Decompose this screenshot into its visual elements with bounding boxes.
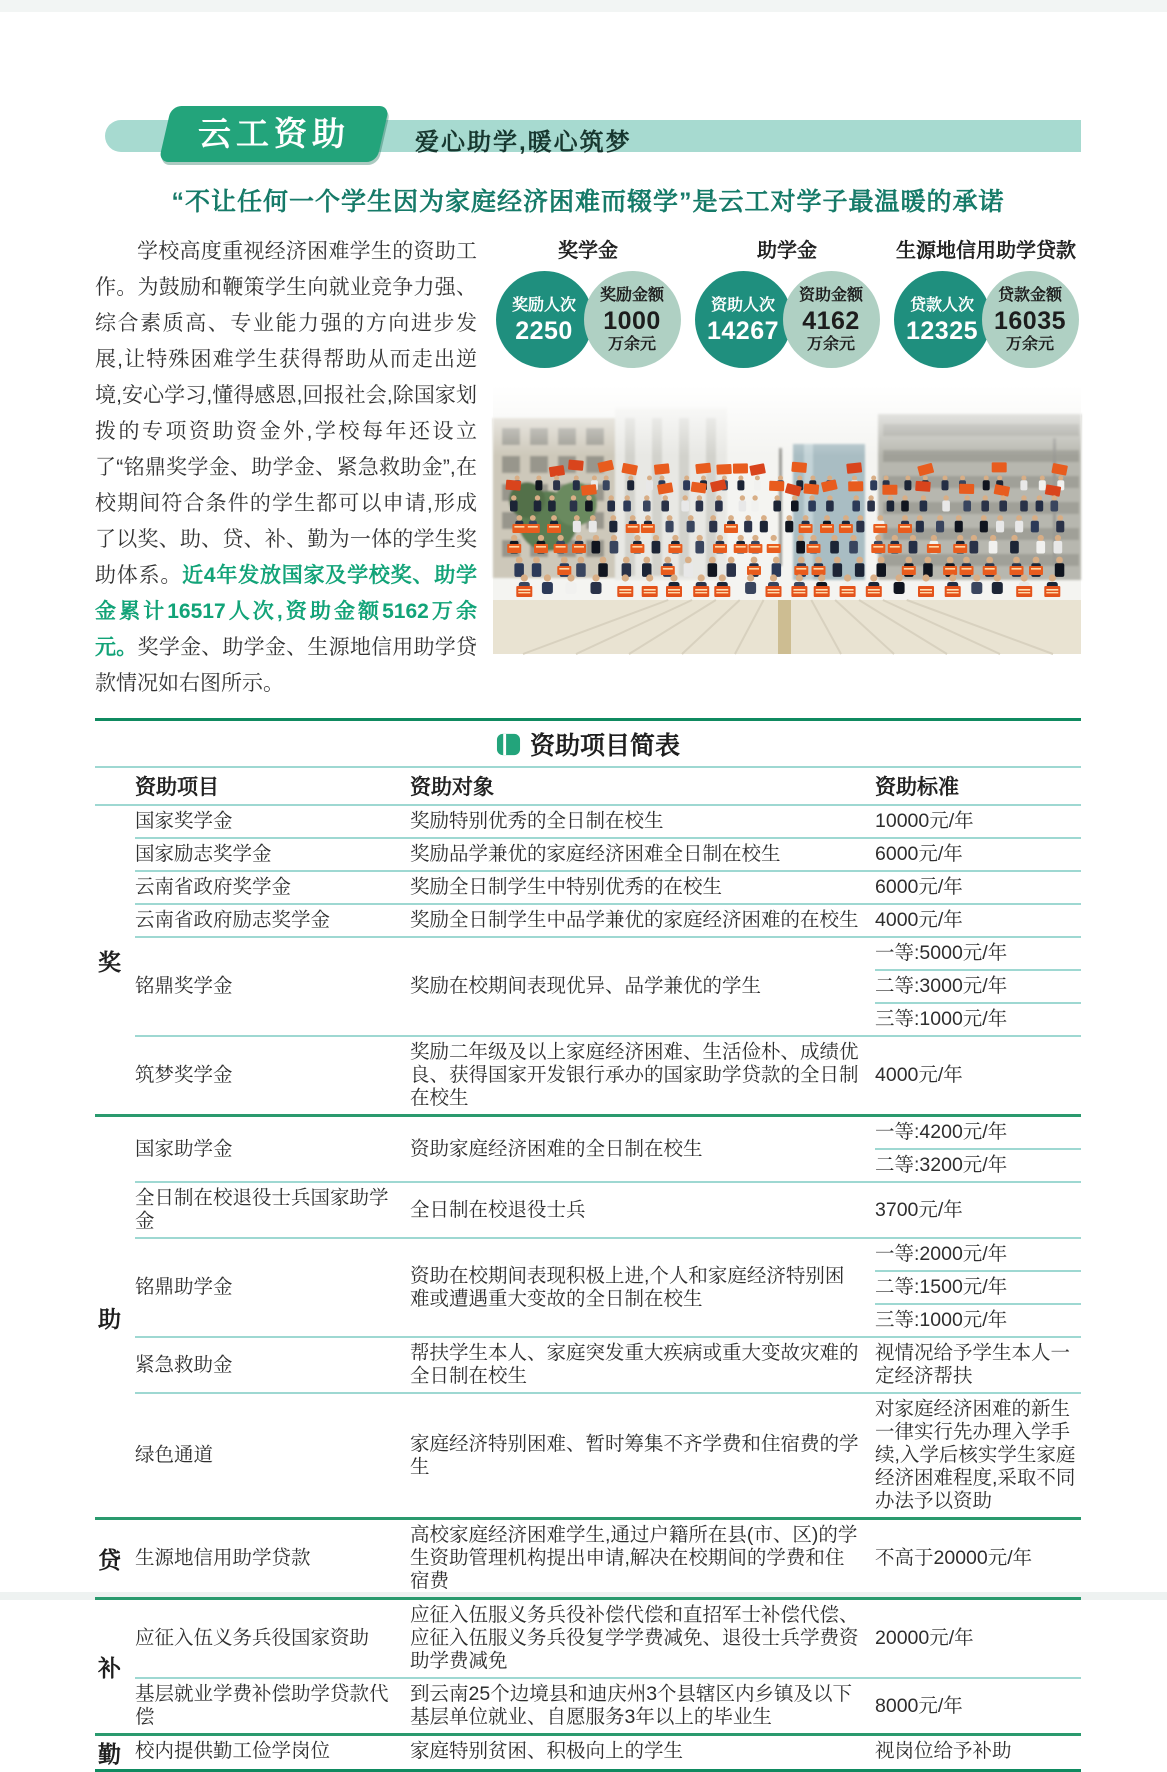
standard-item: 一等:2000元/年 xyxy=(875,1243,1008,1265)
cell-project: 云南省政府奖学金 xyxy=(135,876,292,898)
standard-item: 对家庭经济困难的新生一律实行先办理入学手续,入学后核实学生家庭经济困难程度,采取不同办法予以资助 xyxy=(875,1398,1076,1512)
stat-amount-unit: 万余元 xyxy=(1005,335,1054,353)
table-group-rows xyxy=(135,806,1081,1114)
stat-amount-value: 4162 xyxy=(802,306,860,335)
main-section xyxy=(95,234,1081,702)
cell-target: 家庭特别贫困、积极向上的学生 xyxy=(410,1740,684,1762)
standard-item: 三等:1000元/年 xyxy=(875,1002,1081,1035)
cell-project: 铭鼎奖学金 xyxy=(135,975,233,997)
cell-project: 紧急救助金 xyxy=(135,1353,233,1376)
stat-circle-amount xyxy=(982,271,1079,368)
cell-project: 应征入伍义务兵役国家资助 xyxy=(135,1627,370,1649)
standard-item: 视情况给予学生本人一定经济帮扶 xyxy=(875,1342,1071,1387)
stat-amount-unit: 万余元 xyxy=(806,335,855,353)
cell-standard xyxy=(875,938,1081,1035)
cell-standard xyxy=(875,1394,1081,1517)
stat-amount-label: 资助金额 xyxy=(798,286,863,304)
standard-item: 4000元/年 xyxy=(875,1064,963,1086)
table-title-row xyxy=(95,721,1081,766)
table-group-label: 奖 xyxy=(98,948,121,975)
stat-circles xyxy=(692,271,882,368)
table-row xyxy=(135,903,1081,936)
cell-standard xyxy=(875,1736,1081,1767)
cell-target: 高校家庭经济困难学生,通过户籍所在县(市、区)的学生资助管理机构提出申请,解决在校期间的学费和住宿费 xyxy=(410,1524,858,1592)
cell-standard xyxy=(875,1117,1081,1181)
table-group-label: 助 xyxy=(98,1305,121,1332)
table-header-target: 资助对象 xyxy=(410,776,494,799)
header-badge xyxy=(159,106,390,162)
intro-text-highlight: 近4年发放国家及学校奖、助学金累计16517人次,资助金额5162万余元。 xyxy=(95,564,477,659)
cell-standard xyxy=(875,905,1081,936)
book-icon xyxy=(496,732,521,757)
group-photo-svg xyxy=(493,386,1081,654)
page-content xyxy=(95,106,1081,1772)
table-row xyxy=(135,1600,1081,1677)
standard-item: 3700元/年 xyxy=(875,1198,963,1221)
standard-item: 二等:1500元/年 xyxy=(875,1270,1081,1303)
cell-project: 铭鼎助学金 xyxy=(135,1276,233,1298)
cell-project: 国家奖学金 xyxy=(135,810,233,832)
stat-circle-count xyxy=(496,271,593,368)
cell-standard xyxy=(875,1338,1081,1392)
page-headline: “不让任何一个学生因为家庭经济困难而辍学”是云工对学子最温暖的承诺 xyxy=(171,188,1005,216)
standard-item: 二等:3000元/年 xyxy=(875,969,1081,1002)
stat-circle-amount xyxy=(783,271,880,368)
table-row xyxy=(135,1117,1081,1181)
stat-circle-count xyxy=(695,271,792,368)
header-tagline: 爱心助学,暖心筑梦 xyxy=(415,129,632,156)
page-top-edge xyxy=(0,0,1167,12)
standard-item: 6000元/年 xyxy=(875,876,963,898)
stat-amount-unit: 万余元 xyxy=(607,335,656,353)
standard-item: 不高于20000元/年 xyxy=(875,1547,1033,1569)
table-row xyxy=(135,1677,1081,1733)
cell-standard xyxy=(875,1520,1081,1597)
standard-item: 二等:3200元/年 xyxy=(875,1148,1081,1181)
stat-amount-label: 奖励金额 xyxy=(599,286,664,304)
standard-item: 一等:4200元/年 xyxy=(875,1121,1008,1143)
cell-target: 全日制在校退役士兵 xyxy=(410,1198,586,1221)
cell-standard xyxy=(875,1239,1081,1336)
standard-item: 20000元/年 xyxy=(875,1627,974,1649)
intro-text-pre: 学校高度重视经济困难学生的资助工作。为鼓励和鞭策学生向就业竞争力强、综合素质高、专业能力强的方向进步发展,让特殊困难学生获得帮助从而走出逆境,安心学习,懂得感恩,回报社会,除国家划拨的专项资助资金外,学校每年还设立了“铭鼎奖学金、助学金、紧急救助金”,在校期间符合条件的学生都可以申请,形成了以奖、助、贷、补、勤为一体的学生奖助体系。 xyxy=(95,240,477,587)
table-header-standard: 资助标准 xyxy=(875,776,959,799)
stat-circles xyxy=(891,271,1081,368)
stat-count-value: 12325 xyxy=(905,316,979,345)
cell-target: 奖励二年级及以上家庭经济困难、生活俭朴、成绩优良、获得国家开发银行承办的国家助学贷款的全日制在校生 xyxy=(410,1041,859,1109)
table-title: 资助项目简表 xyxy=(529,732,680,760)
cell-project: 国家励志奖学金 xyxy=(135,843,272,865)
table-group-label: 贷 xyxy=(98,1547,121,1573)
cell-standard xyxy=(875,872,1081,903)
table-row xyxy=(135,870,1081,903)
stat-count-value: 2250 xyxy=(515,316,573,345)
standard-item: 8000元/年 xyxy=(875,1694,963,1717)
cell-project: 全日制在校退役士兵国家助学金 xyxy=(135,1187,389,1232)
table-row xyxy=(135,1237,1081,1336)
header-badge-label: 云工资助 xyxy=(198,115,350,152)
intro-text-post: 奖学金、助学金、生源地信用助学贷款情况如右图所示。 xyxy=(95,636,478,695)
standard-item: 10000元/年 xyxy=(875,810,974,832)
cell-target: 奖励在校期间表现优异、品学兼优的学生 xyxy=(410,975,762,997)
table-group-rows xyxy=(135,1600,1081,1733)
table-group-奖 xyxy=(95,806,1081,1114)
cell-project: 云南省政府励志奖学金 xyxy=(135,909,331,931)
stat-count-label: 贷款人次 xyxy=(909,296,974,314)
standard-item: 4000元/年 xyxy=(875,909,963,931)
stat-title: 奖学金 xyxy=(558,240,618,262)
stat-amount-label: 贷款金额 xyxy=(997,286,1062,304)
cell-target: 奖励特别优秀的全日制在校生 xyxy=(410,810,664,832)
table-group-label: 勤 xyxy=(98,1741,121,1767)
cell-target: 应征入伍服义务兵役补偿代偿和直招军士补偿代偿、应征入伍服义务兵役复学学费减免、退役士兵学费资助学费减免 xyxy=(410,1604,859,1672)
stat-title: 生源地信用助学贷款 xyxy=(896,240,1076,262)
cell-project: 绿色通道 xyxy=(135,1444,214,1466)
cell-target: 到云南25个边境县和迪庆州3个县辖区内乡镇及以下基层单位就业、自愿服务3年以上的毕业生 xyxy=(410,1683,853,1728)
table-row xyxy=(135,1736,1081,1767)
stat-count-label: 奖励人次 xyxy=(511,296,576,314)
cell-project: 校内提供勤工俭学岗位 xyxy=(135,1740,331,1762)
table-group-助 xyxy=(95,1114,1081,1517)
stat-amount-value: 16035 xyxy=(993,306,1067,335)
cell-project: 筑梦奖学金 xyxy=(135,1064,233,1086)
stat-group xyxy=(692,234,882,368)
stat-circles xyxy=(493,271,683,368)
table-header-project: 资助项目 xyxy=(135,776,219,799)
stat-count-value: 14267 xyxy=(706,316,780,345)
cell-target: 帮扶学生本人、家庭突发重大疾病或重大变故灾难的全日制在校生 xyxy=(410,1342,859,1387)
section-header xyxy=(95,106,1081,166)
table-group-勤 xyxy=(95,1733,1081,1769)
standard-item: 视岗位给予补助 xyxy=(875,1740,1012,1762)
stat-title: 助学金 xyxy=(757,240,817,262)
cell-project: 基层就业学费补偿助学贷款代偿 xyxy=(135,1683,389,1728)
table-header-spacer xyxy=(95,771,135,801)
aid-table xyxy=(95,718,1081,1772)
cell-target: 资助在校期间表现积极上进,个人和家庭经济特别困难或遭遇重大变故的全日制在校生 xyxy=(410,1264,845,1310)
table-row xyxy=(135,1336,1081,1392)
table-body xyxy=(95,806,1081,1769)
cell-standard xyxy=(875,1037,1081,1114)
table-group-rows xyxy=(135,1520,1081,1597)
cell-standard xyxy=(875,839,1081,870)
table-row xyxy=(135,1181,1081,1237)
table-group-rows xyxy=(135,1117,1081,1517)
cell-target: 奖励全日制学生中特别优秀的在校生 xyxy=(410,876,723,898)
cell-target: 资助家庭经济困难的全日制在校生 xyxy=(410,1137,703,1160)
table-row xyxy=(135,936,1081,1035)
cell-target: 奖励全日制学生中品学兼优的家庭经济困难的在校生 xyxy=(410,909,859,931)
table-row xyxy=(135,806,1081,837)
standard-item: 6000元/年 xyxy=(875,843,963,865)
table-group-rows xyxy=(135,1736,1081,1769)
table-row xyxy=(135,837,1081,870)
cell-target: 奖励品学兼优的家庭经济困难全日制在校生 xyxy=(410,843,781,865)
table-group-label: 补 xyxy=(98,1655,121,1681)
right-column xyxy=(493,234,1081,702)
table-group-贷 xyxy=(95,1517,1081,1597)
cell-project: 生源地信用助学贷款 xyxy=(135,1547,311,1569)
stat-count-label: 资助人次 xyxy=(710,296,775,314)
stat-circle-count xyxy=(894,271,991,368)
table-row xyxy=(135,1035,1081,1114)
table-row xyxy=(135,1520,1081,1597)
stat-circle-amount xyxy=(584,271,681,368)
stats-row xyxy=(493,234,1081,368)
table-group-补 xyxy=(95,1597,1081,1733)
intro-paragraph xyxy=(95,234,477,702)
cell-project: 国家助学金 xyxy=(135,1137,233,1160)
standard-item: 三等:1000元/年 xyxy=(875,1303,1081,1336)
cell-standard xyxy=(875,1183,1081,1237)
table-header-row xyxy=(95,766,1081,806)
stat-group xyxy=(493,234,683,368)
cell-target: 家庭经济特别困难、暂时筹集不齐学费和住宿费的学生 xyxy=(410,1432,859,1478)
cell-standard xyxy=(875,1679,1081,1733)
group-photo xyxy=(493,386,1081,654)
standard-item: 一等:5000元/年 xyxy=(875,942,1008,964)
stat-amount-value: 1000 xyxy=(603,306,661,335)
cell-standard xyxy=(875,806,1081,837)
table-row xyxy=(135,1392,1081,1517)
cell-standard xyxy=(875,1600,1081,1677)
stat-group xyxy=(891,234,1081,368)
